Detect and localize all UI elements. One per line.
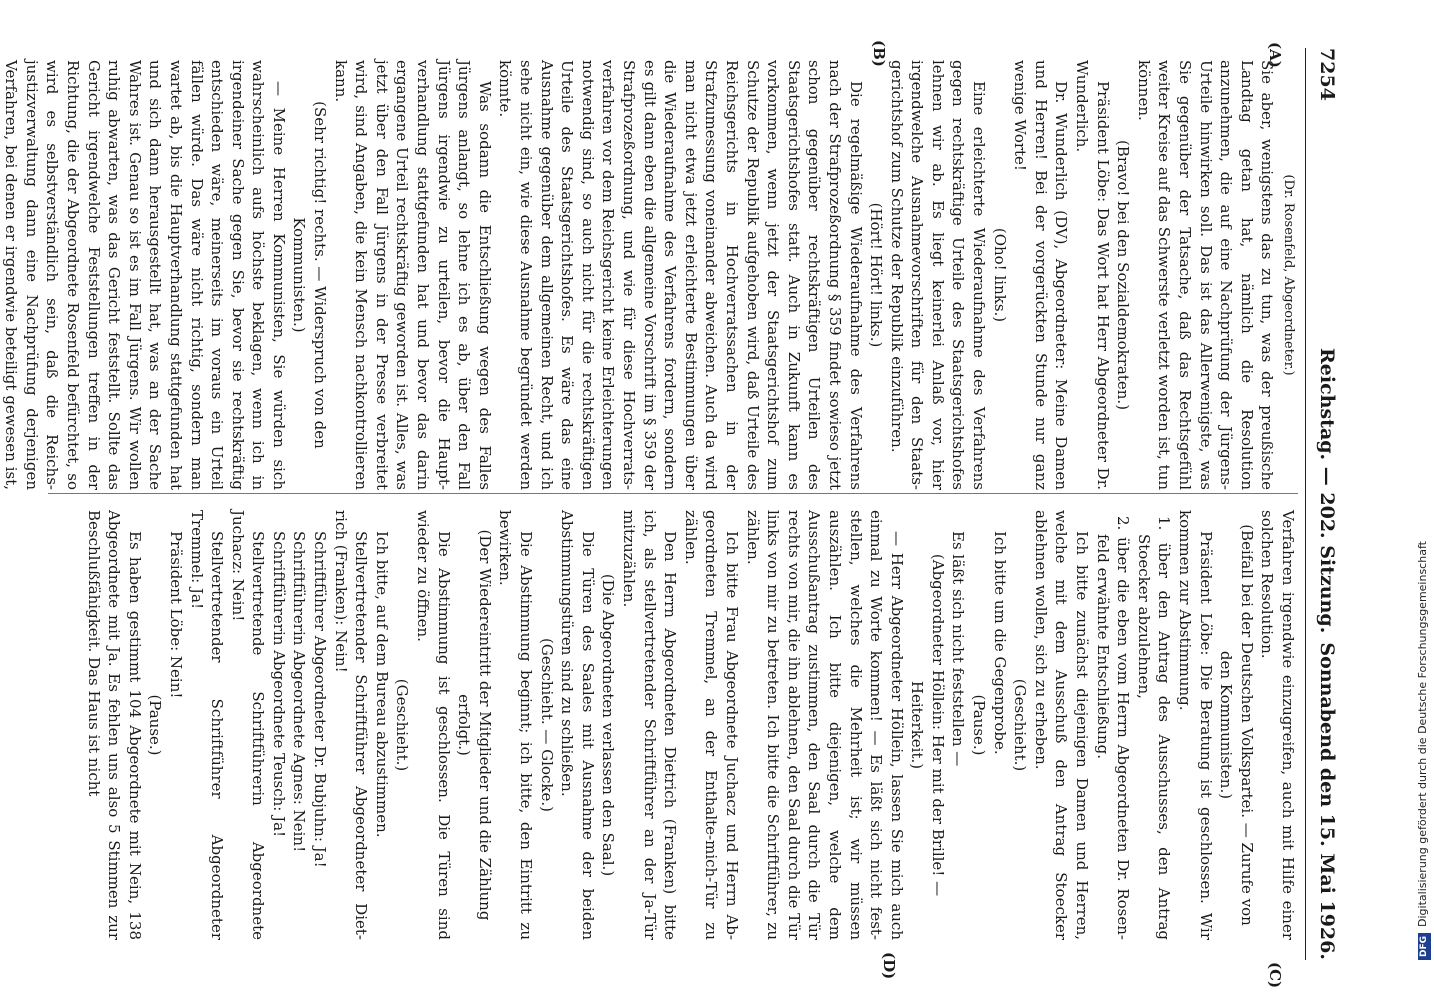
interjection: (Geschieht.) (393, 678, 412, 772)
speaker-line: (Dr. Rosenfeld, Abgeordneter.) (1281, 174, 1296, 376)
paragraph: Die regelmäßige Wiederaufnahme des Verfahrens nach der Strafprozeßordnung § 359 findet sowieso jetzt schon gegenüber rechtskräftigen Urteilen des Staatsgerichtshofes statt. Auch in Zukunft kann es vorkommen, wenn jetzt der Staatsgerichtshof zum Schutze der Republik aufgehoben wird, daß Urteile des Reichsgerichts in Hochverratssachen in der Strafzumessung voneinander abweichen. Auch da wird man nicht etwa jetzt erleichterte Bestimmungen über die Wiederaufnahme des Verfahrens fordern, sondern es gilt dann eben die allgemeine Vorschrift im § 359 der Strafprozeßordnung, und wie für diese Hochverratsverfahren vor dem Reichsgericht keine Erleichterungen notwendig sind, so auch nicht für die rechtskräftigen Urteile des Staatsgerichtshofes. Es wäre das eine Ausnahme gegenüber dem allgemeinen Recht, und ich sehe nicht ein, wie diese Ausnahme begründet werden könnte. (496, 60, 865, 490)
interjection: (Pause.) (146, 694, 165, 756)
footer-strip (1412, 0, 1434, 1000)
interjection: (Die Abgeordneten verlassen den Saal.) (599, 573, 618, 877)
paragraph: — Meine Herren Kommunisten, Sie würden sich wahrscheinlich aufs höchste beklagen, wenn ich in irgendeiner Sache gegen Sie, bevor sie rechtskräftig entschieden wäre, meinerseits im voraus ein Urteil fällen würde. Das wäre nicht richtig, sondern man wartet ab, bis die Hauptverhandlung stattgefunden hat und sich dann herausgestellt hat, was an der Sache Wahres ist. Genau so ist es im Fall Jürgens. Wir wollen ruhig abwarten, was das Gericht feststellt. Sollte das Gericht irgendwelche Feststellungen treffen in der Richtung, die der Abgeordnete Rosenfeld befürchtet, so wird es selbstverständlich sein, daß die Reichsjustizverwaltung dann eine Nachprüfung derjenigen Verfahren, bei denen er irgendwie beteiligt gewesen ist, (2, 60, 288, 490)
margin-mark-d: (D) (880, 952, 898, 980)
paragraph: Es läßt sich nicht feststellen — (949, 531, 968, 767)
margin-mark-a: (A) (1266, 42, 1284, 68)
right-column (83, 510, 1298, 940)
interjection: (Oho! links.) (990, 227, 1009, 323)
paragraph: Dr. Wunderlich (DV), Abgeordneter: Meine Damen und Herren! Bei der vorgerückten Stunde nur ganz wenige Worte! (1011, 60, 1071, 490)
interjection: (Geschieht. — Glocke.) (537, 638, 556, 812)
list-item: 2. über die eben vom Herrn Abgeordneten Dr. Rosenfeld erwähnte Entschließung. (1093, 516, 1133, 940)
paragraph: Präsident Löbe: Die Beratung ist geschlossen. Wir kommen zur Abstimmung. (1176, 510, 1215, 940)
paragraph: Ich bitte zunächst diejenigen Damen und Herren, welche mit dem Ausschuß den Antrag Stoecker ablehnen wollen, sich zu erheben. (1031, 510, 1092, 940)
interjection: (Der Wiedereintritt der Mitglieder und die Zählung erfolgt.) (455, 529, 494, 921)
interjection: (Sehr richtig! rechts. — Widerspruch von den Kommunisten.) (290, 101, 330, 449)
paragraph: Es haben gestimmt 104 Abgeordnete mit Nein, 138 Abgeordnete mit Ja. Es fehlen uns also 5 Stimmen zur Beschlußfähigkeit. Das Haus ist nicht (84, 510, 144, 940)
page-number: 7254 (1316, 48, 1338, 101)
paragraph: — Herr Abgeordneter Höllein, lassen Sie mich auch einmal zu Worte kommen! — Es läßt sich nicht feststellen, welches die Mehrheit ist; wir müssen auszählen. Ich bitte diejenigen, welche dem Ausschußantrag zustimmen, den Saal durch die Tür rechts von mir, die ihn ablehnen, den Saal durch die Tür links von mir zu betreten. Ich bitte die Schriftführer, zu zählen. (743, 510, 906, 940)
interjection: (Pause.) (970, 694, 989, 756)
running-title: Reichstag. — 202. Sitzung. (1316, 348, 1338, 634)
vote-line: Präsident Löbe: Nein! (166, 531, 185, 699)
interjection: (Geschieht.) (1011, 678, 1030, 772)
paragraph: Die Türen des Saales mit Ausnahme der beiden Abstimmungstüren sind zu schließen. (558, 510, 597, 940)
paragraph: Präsident Löbe: Das Wort hat Herr Abgeordneter Dr. Wunderlich. (1073, 60, 1112, 490)
paragraph: Ich bitte, auf dem Bureau abzustimmen. (372, 531, 391, 838)
footer-credit (1412, 0, 1434, 1000)
list-item: 1. über den Antrag des Ausschusses, den Antrag Stoecker abzulehnen, (1134, 516, 1174, 940)
paragraph: Ich bitte um die Gegenprobe. (990, 531, 1009, 755)
margin-mark-c: (C) (1266, 962, 1284, 989)
paragraph: Was sodann die Entschließung wegen des Falles Jürgens anlangt, so lehne ich es ab, über den Fall Jürgens irgendwie zu urteilen, bevor die Hauptverhandlung stattgefunden hat und bevor das darin ergangene Urteil rechtskräftig geworden ist. Alles, was jetzt über den Fall Jürgens in der Presse verbreitet wird, sind Angaben, die kein Mensch nachkontrollieren kann. (331, 60, 494, 490)
vote-line: Stellvertretende Schriftführerin Abgeordnete Juchacz: Nein! (228, 510, 268, 940)
vote-line: Stellvertretender Schriftführer Abgeordneter Tremmel: Ja! (187, 510, 227, 940)
paragraph: Eine erleichterte Wiederaufnahme des Verfahrens gegen rechtskräftige Urteile des Staatsgerichtshofes lehnen wir ab. Es liegt keinerlei Anlaß vor, hier irgendwelche Ausnahmevorschriften für den Staatsgerichtshof zum Schutze der Republik einzuführen. (887, 60, 989, 490)
dfg-logo: DFG (1418, 933, 1431, 960)
paragraph: Den Herrn Abgeordneten Dietrich (Franken) bitte ich, als stellvertretender Schriftführer an der Ja-Tür mitzuzählen. (620, 510, 680, 940)
vote-line: Schriftführerin Abgeordnete Teusch: Ja! (269, 531, 288, 838)
vote-line: Schriftführerin Abgeordnete Agnes: Nein! (290, 531, 309, 853)
interjection: (Beifall bei der Deutschen Volkspartei. — Zurufe von den Kommunisten.) (1217, 524, 1256, 926)
left-column (0, 60, 1298, 490)
vote-line: Schriftführer Abgeordneter Dr. Bubjuhn: Ja! (311, 531, 330, 868)
header-rule (1305, 48, 1306, 960)
paragraph: Ich bitte Frau Abgeordnete Juchacz und Herrn Abgeordneten Tremmel, an der Enthalte-mich-Tür zu zählen. (681, 510, 741, 940)
session-date: Sonnabend den 15. Mai 1926. (1316, 642, 1338, 960)
interjection: (Hört! Hört! links.) (867, 202, 886, 348)
paragraph: Sie aber, wenigstens das zu tun, was der preußische Landtag getan hat, nämlich die Resolution anzunehmen, die auf eine Nachprüfung der Jürgens-Urteile hinwirken soll. Das ist das Allerwenigste, was Sie gegenüber der Tatsache, daß das Rechtsgefühl weiter Kreise auf das Schwerste verletzt worden ist, tun können. (1134, 60, 1277, 490)
paragraph: Die Abstimmung beginnt; ich bitte, den Eintritt zu bewirken. (496, 510, 536, 940)
interjection: (Bravo! bei den Sozialdemokraten.) (1114, 139, 1133, 411)
margin-mark-b: (B) (870, 40, 888, 67)
column-separator (48, 493, 1298, 494)
footer-text: Digitalisierung gefördert durch die Deutsche Forschungsgemeinschaft (1416, 541, 1429, 927)
paragraph: Die Abstimmung ist geschlossen. Die Türen sind wieder zu öffnen. (414, 510, 453, 940)
interjection: (Abgeordneter Höllein: Her mit der Brille! — Heiterkeit.) (908, 553, 947, 897)
vote-line: Stellvertretender Schriftführer Abgeordneter Dietrich (Franken): Nein! (331, 510, 371, 940)
page-header (1308, 48, 1338, 960)
paragraph: Verfahren irgendwie einzugreifen, auch mit Hilfe einer solchen Resolution. (1258, 510, 1297, 940)
